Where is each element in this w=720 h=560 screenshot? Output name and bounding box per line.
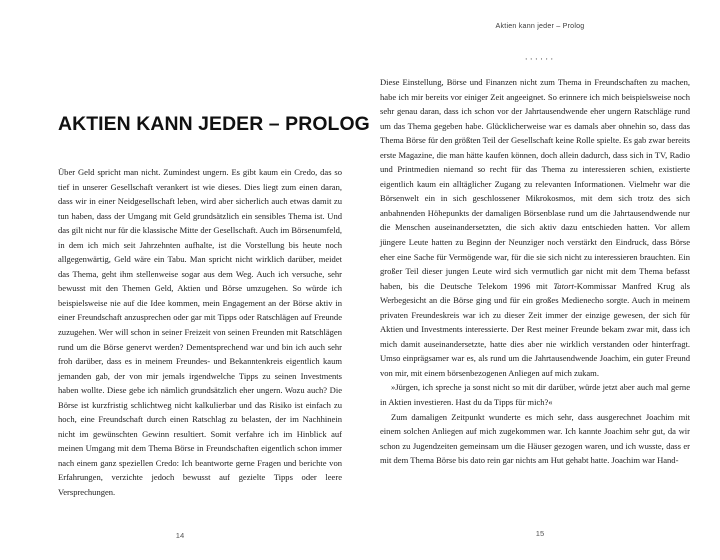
page-number-right: 15: [535, 529, 545, 538]
running-header: Aktien kann jeder – Prolog: [495, 22, 585, 30]
paragraph: Diese Einstellung, Börse und Finanzen nicht zum Thema in Freundschaften zu machen, habe ich mir bereits vor einiger Zeit angeeignet. So erinnere ich mich beispielsweise noch sehr genau daran, dass ich schon vor der Jahrtausendwende eher ungern Ratschläge rund um das Thema gegeben habe. Glücklicherweise war es damals aber ohnehin so, dass das Thema Börse für den größten Teil der Gesellschaft keine Rolle spielte. Es gab zwar bereits erste Magazine, die man hätte kaufen können, doch allein dadurch, dass sich in TV, Radio und Printmedien niemand so recht für das Thema zu interessieren schien, existierte eigentlich kaum ein alltäglicher Zugang zu relevanten Informationen. Vielmehr war die Börsenwelt ein in sich geschlossener Mikrokosmos, mit dem sich trotz des sich anbahnenden Höhepunkts der damaligen Börsenblase rund um die Jahrtausendwende nur die Menschen auseinandersetzten, die sich aktiv dazu entschieden hatten. Vor allem jüngere Leute hatten zu Beginn der Neunziger noch verstärkt den Eindruck, dass Börse eher eine Sache für Vermögende war, für die sie sich nicht zu interessieren brauchten. Ein großer Teil dieser jungen Leute wird sich vermutlich gar nicht mit dem Thema befasst haben, bis die Deutsche Telekom 1996 mit Tatort-Kommissar Manfred Krug als Werbegesicht an die Börse ging und für ein großes Medienecho sorgte. Auch in meinem privaten Freundeskreis war ich zu dieser Zeit immer der einzige gewesen, der sich für Aktien und Investments interessierte. Der Rest meiner Freunde bekam zwar mit, dass ich mich damit auseinandersetzte, hatte dies aber nie wirklich verstanden oder hinterfragt. Umso einprägsamer war es, als rund um die Jahrtausendwende Joachim, ein guter Freund von mir, mit einem börsenbezogenen Anliegen auf mich zukam.: [380, 77, 690, 378]
page-number-left: 14: [175, 531, 185, 540]
dot-ornament-icon: ······: [524, 54, 556, 64]
paragraph: »Jürgen, ich spreche ja sonst nicht so mit dir darüber, würde jetzt aber auch mal gerne in Aktien investieren. Hast du da Tipps für mich?«: [380, 382, 690, 408]
paragraph: Zum damaligen Zeitpunkt wunderte es mich sehr, dass ausgerechnet Joachim mit einem solchen Anliegen auf mich zugekommen war. Ich kannte Joachim sehr gut, da wir schon zu Jugendzeiten gemeinsam um die Häuser gezogen waren, und ich wusste, dass er mit dem Thema Börse bis dato rein gar nichts am Hut gehabt hatte. Joachim war Hand-: [380, 411, 690, 466]
chapter-title: AKTIEN KANN JEDER – PROLOG: [58, 112, 370, 135]
italic-term: Tatort: [553, 280, 574, 291]
body-text-right: [380, 75, 690, 468]
body-text-left: [58, 165, 342, 500]
paragraph: Über Geld spricht man nicht. Zumindest ungern. Es gibt kaum ein Credo, das so tief in unserer Gesellschaft verankert ist wie dieses. Dies liegt zum einen daran, dass wir in einer Neidgesellschaft leben, wird aber sicherlich auch etwas damit zu tun haben, dass der Umgang mit Geld grundsätzlich ein sensibles Thema ist. Und das gilt nicht nur für die klassische Mitte der Gesellschaft. Auch im Börsenumfeld, in dem ich mich seit Jahrzehnten aufhalte, ist die Vorstellung bis heute noch allgegenwärtig, Geld wäre ein Tabu. Man spricht nicht wirklich darüber, meidet das Thema, geht ihm stellenweise sogar aus dem Weg. Auch ich versuche, sehr bewusst mit den Themen Geld, Aktien und Börse umzugehen. So würde ich beispielsweise nie auf die Idee kommen, mein Engagement an der Börse aktiv in einer Freundschaft anzusprechen oder gar mit Tipps oder Ratschlägen auf Freunde zuzugehen. Wer will schon in seiner Freizeit von seinen Freunden mit Ratschlägen rund um die Börse genervt werden? Dementsprechend war und bin ich auch sehr froh darüber, dass es in meinem Freundes- und Bekanntenkreis eigentlich kaum jemanden gab, der von mir jemals irgendwelche Tipps zu seinen Investments haben wollte. Diese gebe ich nämlich grundsätzlich eher ungern. Wozu auch? Die Börse ist kurzfristig schlichtweg nicht kalkulierbar und das Risiko ist einfach zu hoch, eine Freundschaft durch einen Ratschlag zu belasten, der im Nachhinein nicht im gewünschten Gewinn resultiert. Somit verfahre ich im Hinblick auf meinen Umgang mit dem Thema Börse in Freundschaften eigentlich schon immer nach einem ganz speziellen Credo: Ich beantworte gerne Fragen und berichte von Erfahrungen, verzichte jedoch bewusst auf gezielte Tipps oder leere Versprechungen.: [58, 167, 342, 498]
